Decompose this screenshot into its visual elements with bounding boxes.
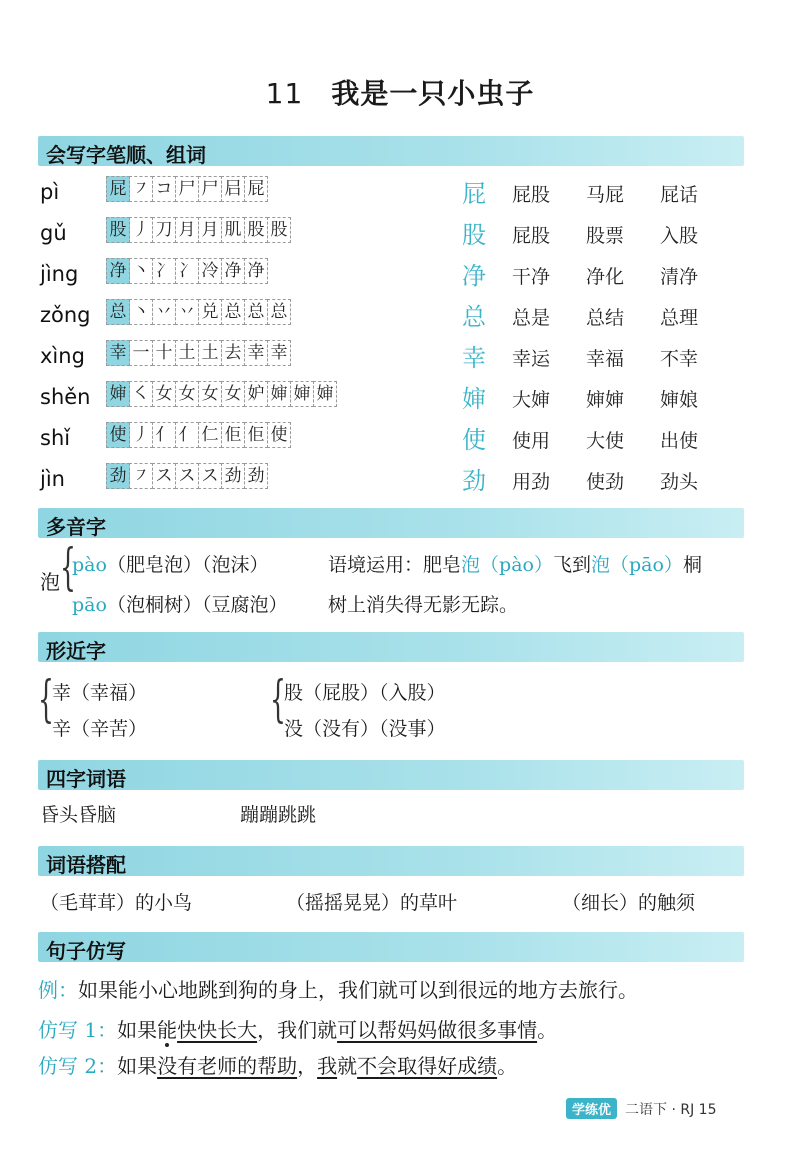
stroke-cell: 一: [129, 340, 153, 366]
stroke-cell: 幸: [244, 340, 268, 366]
section-polyphone-label: 多音字: [46, 515, 106, 539]
section-write-label: 会写字笔顺、组词: [46, 143, 206, 167]
stroke-order-cells: [106, 299, 290, 329]
stroke-cell: 婶: [106, 381, 130, 407]
char-pinyin: shǐ: [40, 426, 71, 450]
word: 大使: [586, 430, 625, 452]
section-similar-label: 形近字: [46, 639, 106, 663]
char-large: 婶: [462, 385, 486, 413]
stroke-cell: 尸: [198, 176, 222, 202]
polyphone-char: 泡: [40, 570, 60, 594]
pinyin-pao1: pāo: [72, 594, 107, 616]
stroke-cell: 总: [221, 299, 245, 325]
w2-p6: 不会取得好成绩: [357, 1054, 498, 1078]
stroke-cell: 丿: [129, 217, 153, 243]
stroke-order-cells: [106, 422, 290, 452]
section-collocation-header: [38, 846, 744, 876]
stroke-cell: 劲: [106, 463, 130, 489]
polyphone-brace: {: [59, 538, 76, 596]
polyphone-reading-2: [72, 590, 287, 617]
collocation-1: （毛茸茸）的小鸟: [40, 892, 193, 914]
pao4-words: （肥皂泡）（泡沫）: [106, 554, 269, 576]
char-words: [512, 180, 734, 207]
collocation-2: （摇摇晃晃）的草叶: [286, 892, 458, 914]
w2-p2: 没有老师的帮助: [157, 1054, 298, 1078]
section-idioms-header: [38, 760, 744, 790]
imitation-2-label: 仿写 2：: [38, 1054, 118, 1078]
context-a: 语境运用：肥皂: [328, 554, 462, 576]
char-pinyin: pì: [40, 180, 60, 204]
char-row: [40, 176, 760, 216]
stroke-order-cells: [106, 217, 290, 247]
stroke-cell: 丶: [129, 299, 153, 325]
w2-p4: 我: [317, 1054, 338, 1078]
stroke-cell: ㇇: [129, 176, 153, 202]
section-imitation-label: 句子仿写: [46, 939, 126, 963]
char-pinyin: jìn: [40, 467, 65, 491]
word: 净化: [586, 266, 625, 288]
stroke-cell: 股: [244, 217, 268, 243]
brand-tag: 学练优: [566, 1098, 617, 1119]
page-footer: [566, 1098, 717, 1119]
w1-p4: ，我们就: [257, 1018, 338, 1042]
char-large: 屁: [462, 180, 486, 208]
stroke-cell: 幸: [106, 340, 130, 366]
stroke-cell: 屁: [106, 176, 130, 202]
stroke-cell: 净: [106, 258, 130, 284]
word: 婶娘: [660, 389, 699, 411]
char-words: [512, 303, 734, 330]
section-idioms-label: 四字词语: [46, 767, 126, 791]
stroke-cell: 刀: [152, 217, 176, 243]
word: 幸福: [586, 348, 625, 370]
section-write-header: [38, 136, 744, 166]
w2-p5: 就: [337, 1054, 358, 1078]
stroke-cell: 净: [221, 258, 245, 284]
stroke-cell: 总: [244, 299, 268, 325]
context-pinyin-2: （pāo）: [610, 554, 683, 576]
w1-p3: 快快长大: [177, 1018, 258, 1042]
w2-p1: 如果: [117, 1054, 158, 1078]
similar-brace-2: {: [269, 670, 286, 728]
char-row: [40, 340, 760, 380]
stroke-cell: 劲: [244, 463, 268, 489]
context-b: 飞到: [552, 554, 591, 576]
stroke-cell: 冷: [198, 258, 222, 284]
section-imitation-header: [38, 932, 744, 962]
word: 幸运: [512, 348, 551, 370]
stroke-cell: 佢: [244, 422, 268, 448]
stroke-cell: 妒: [244, 381, 268, 407]
stroke-order-cells: [106, 176, 267, 206]
pao1-words: （泡桐树）（豆腐泡）: [106, 594, 288, 616]
stroke-cell: 劲: [221, 463, 245, 489]
char-words: [512, 344, 734, 371]
char-pinyin: shěn: [40, 385, 91, 409]
similar-brace-1: {: [37, 670, 54, 728]
stroke-cell: 肌: [221, 217, 245, 243]
stroke-cell: 月: [175, 217, 199, 243]
section-collocation-label: 词语搭配: [46, 853, 126, 877]
context-char-1: 泡: [461, 554, 481, 576]
word: 干净: [512, 266, 551, 288]
stroke-order-cells: [106, 340, 290, 370]
stroke-cell: 幸: [267, 340, 291, 366]
word: 清净: [660, 266, 699, 288]
example-sentence: [38, 974, 638, 1003]
word: 马屁: [586, 184, 625, 206]
similar-g2-a: 股（屁股）（入股）: [284, 682, 446, 704]
word: 总结: [586, 307, 625, 329]
char-row: [40, 422, 760, 462]
word: 屁股: [512, 184, 551, 206]
char-words: [512, 467, 734, 494]
stroke-cell: 佢: [221, 422, 245, 448]
pinyin-pao4: pào: [72, 554, 107, 576]
stroke-cell: 女: [198, 381, 222, 407]
stroke-cell: 冫: [175, 258, 199, 284]
word: 大婶: [512, 389, 551, 411]
idiom-1: 昏头昏脑: [40, 804, 117, 826]
similar-g1-a: 幸（幸福）: [52, 682, 148, 704]
char-pinyin: gǔ: [40, 221, 67, 245]
context-pinyin-1: （pào）: [480, 554, 553, 576]
lesson-number: 11: [265, 77, 304, 110]
stroke-cell: 女: [175, 381, 199, 407]
w2-p7: 。: [497, 1054, 518, 1078]
char-words: [512, 385, 734, 412]
similar-g1-b: 辛（辛苦）: [52, 718, 148, 740]
char-large: 股: [462, 221, 486, 249]
stroke-cell: ㇇: [129, 463, 153, 489]
stroke-cell: ㇛: [129, 381, 153, 407]
footer-text: 二语下 · RJ 15: [625, 1102, 717, 1118]
word: 出使: [660, 430, 699, 452]
imitation-2: [38, 1050, 517, 1079]
stroke-cell: ス: [175, 463, 199, 489]
stroke-cell: 兑: [198, 299, 222, 325]
stroke-cell: 亻: [175, 422, 199, 448]
context-char-2: 泡: [590, 554, 610, 576]
stroke-cell: 使: [106, 422, 130, 448]
stroke-cell: 尸: [175, 176, 199, 202]
similar-g2-b: 没（没有）（没事）: [284, 718, 446, 740]
polyphone-context-line2: 树上消失得无影无踪。: [328, 594, 519, 616]
stroke-cell: コ: [152, 176, 176, 202]
stroke-order-cells: [106, 258, 267, 288]
stroke-cell: 女: [152, 381, 176, 407]
stroke-cell: 股: [106, 217, 130, 243]
page-title: [0, 72, 800, 112]
char-pinyin: zǒng: [40, 303, 91, 327]
w1-p2: 能: [157, 1018, 178, 1042]
stroke-cell: 女: [221, 381, 245, 407]
word: 总理: [660, 307, 699, 329]
imitation-1-label: 仿写 1：: [38, 1018, 118, 1042]
stroke-cell: ス: [198, 463, 222, 489]
char-row: [40, 463, 760, 503]
word: 婶婶: [586, 389, 625, 411]
stroke-cell: 丷: [152, 299, 176, 325]
stroke-cell: 股: [267, 217, 291, 243]
idiom-2: 蹦蹦跳跳: [240, 804, 317, 826]
word: 劲头: [660, 471, 699, 493]
stroke-cell: 婶: [267, 381, 291, 407]
imitation-1: [38, 1014, 557, 1043]
example-label: 例：: [38, 978, 78, 1002]
word: 不幸: [660, 348, 699, 370]
stroke-cell: 亻: [152, 422, 176, 448]
stroke-cell: 𡰪: [221, 176, 245, 202]
word: 股票: [586, 225, 625, 247]
word: 使用: [512, 430, 551, 452]
w1-p1: 如果: [117, 1018, 158, 1042]
stroke-cell: 土: [198, 340, 222, 366]
section-polyphone-header: [38, 508, 744, 538]
w1-p6: 。: [537, 1018, 558, 1042]
w2-p3: ，: [297, 1054, 318, 1078]
stroke-cell: 仁: [198, 422, 222, 448]
char-large: 劲: [462, 467, 486, 495]
char-pinyin: xìng: [40, 344, 85, 368]
char-large: 幸: [462, 344, 486, 372]
char-row: [40, 299, 760, 339]
stroke-cell: 十: [152, 340, 176, 366]
stroke-cell: 婶: [313, 381, 337, 407]
char-words: [512, 221, 734, 248]
stroke-cell: 总: [106, 299, 130, 325]
stroke-cell: 土: [175, 340, 199, 366]
example-text: 如果能小心地跳到狗的身上，我们就可以到很远的地方去旅行。: [78, 978, 638, 1002]
char-row: [40, 381, 760, 421]
stroke-cell: 净: [244, 258, 268, 284]
polyphone-context: [328, 550, 702, 577]
stroke-cell: 去: [221, 340, 245, 366]
stroke-order-cells: [106, 381, 336, 411]
word: 用劲: [512, 471, 551, 493]
stroke-cell: 丶: [129, 258, 153, 284]
char-large: 净: [462, 262, 486, 290]
stroke-cell: 月: [198, 217, 222, 243]
stroke-cell: 屁: [244, 176, 268, 202]
stroke-cell: 总: [267, 299, 291, 325]
char-pinyin: jìng: [40, 262, 79, 286]
polyphone-reading-1: [72, 550, 268, 577]
context-end: 桐: [682, 554, 702, 576]
stroke-cell: 丷: [175, 299, 199, 325]
char-large: 总: [462, 303, 486, 331]
char-large: 使: [462, 426, 486, 454]
word: 屁股: [512, 225, 551, 247]
word: 使劲: [586, 471, 625, 493]
word: 总是: [512, 307, 551, 329]
stroke-cell: 丿: [129, 422, 153, 448]
char-row: [40, 217, 760, 257]
char-row: [40, 258, 760, 298]
stroke-order-cells: [106, 463, 267, 493]
stroke-cell: 婶: [290, 381, 314, 407]
word: 屁话: [660, 184, 699, 206]
collocation-3: （细长）的触须: [562, 892, 696, 914]
stroke-cell: ス: [152, 463, 176, 489]
stroke-cell: 冫: [152, 258, 176, 284]
w1-p5: 可以帮妈妈做很多事情: [337, 1018, 538, 1042]
stroke-cell: 使: [267, 422, 291, 448]
lesson-title: 我是一只小虫子: [331, 77, 535, 110]
section-similar-header: [38, 632, 744, 662]
word: 入股: [660, 225, 699, 247]
char-words: [512, 262, 734, 289]
char-words: [512, 426, 734, 453]
